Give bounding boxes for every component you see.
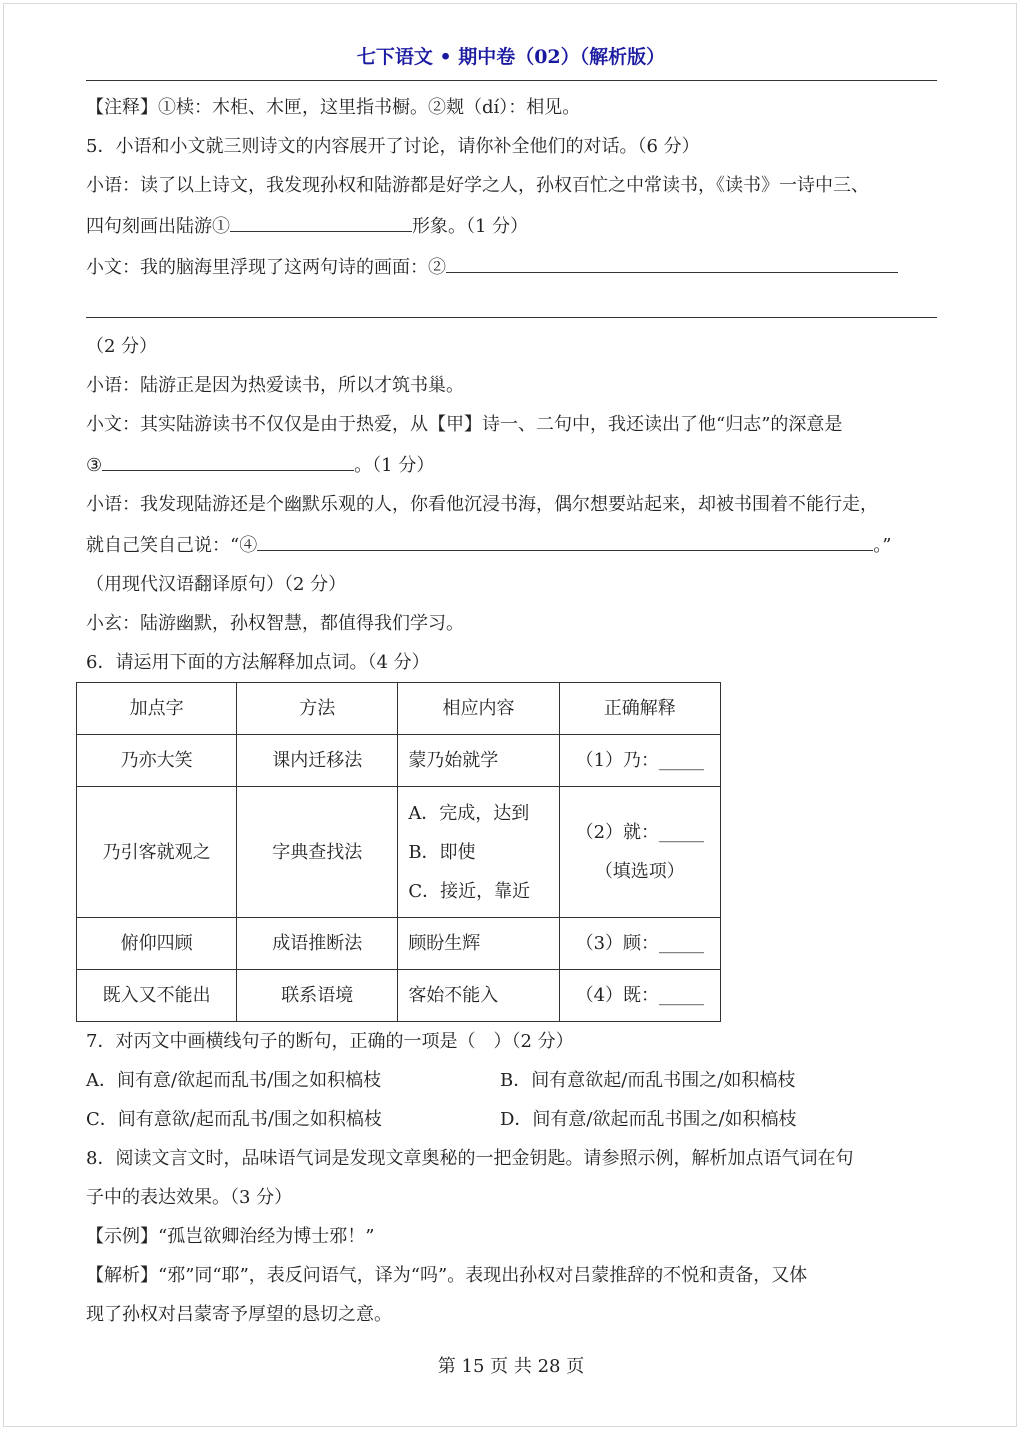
q7-option-a[interactable]: A．间有意/欲起而乱书/围之如积槁枝	[86, 1070, 382, 1091]
q5-line-7-post: 。（1 分）	[354, 455, 435, 476]
answer-cell-hint: （填选项）	[594, 861, 685, 882]
q5-line-3	[86, 246, 937, 287]
q7-option-b[interactable]: B．间有意欲起/而乱书围之/如积槁枝	[500, 1070, 796, 1091]
answer-blank-2a[interactable]	[446, 246, 898, 273]
table-cell: 成语推断法	[237, 918, 398, 970]
q5-line-9-post: 。”	[873, 535, 892, 556]
option-c: C．接近，靠近	[408, 880, 531, 902]
q5-line-10: （用现代汉语翻译原句）（2 分）	[86, 574, 347, 595]
q8-line-1: 8．阅读文言文时，品味语气词是发现文章奥秘的一把金钥匙。请参照示例，解析加点语气词在句	[86, 1148, 854, 1169]
q5-line-2-post: 形象。（1 分）	[412, 216, 529, 237]
answer-cell[interactable]: （4）既：_____	[559, 970, 720, 1022]
q8-example: 【示例】“孤岂欲卿治经为博士邪！”	[86, 1226, 375, 1247]
table-cell: 课内迁移法	[237, 735, 398, 787]
q5-line-7-pre: ③	[86, 455, 103, 476]
table-header-cell: 加点字	[77, 683, 237, 735]
q7-options-row-2	[86, 1100, 937, 1139]
q7-options-row-1	[86, 1061, 937, 1100]
q5-stem: 5．小语和小文就三则诗文的内容展开了讨论，请你补全他们的对话。（6 分）	[86, 136, 700, 157]
page-content	[86, 88, 937, 1334]
q8-analysis-1: 【解析】“邪”同“耶”，表反问语气，译为“吗”。表现出孙权对吕蒙推辞的不悦和责备，又体	[86, 1265, 808, 1286]
option-a: A．完成，达到	[408, 802, 530, 824]
answer-blank-1[interactable]	[230, 205, 412, 232]
q6-stem: 6．请运用下面的方法解释加点词。（4 分）	[86, 652, 430, 673]
answer-cell[interactable]: （3）顾：_____	[559, 918, 720, 970]
q5-line-9-pre: 就自己笑自己说：“④	[86, 535, 258, 556]
table-cell-options	[398, 787, 559, 918]
q7-stem: 7．对丙文中画横线句子的断句，正确的一项是（ ）（2 分）	[86, 1031, 574, 1052]
q5-line-11: 小玄：陆游幽默，孙权智慧，都值得我们学习。	[86, 613, 464, 634]
q5-line-5: 小语：陆游正是因为热爱读书，所以才筑书巢。	[86, 375, 464, 396]
q5-line-9	[86, 524, 937, 565]
table-header-cell: 方法	[237, 683, 398, 735]
answer-blank-2b[interactable]	[86, 287, 937, 318]
table-cell: 俯仰四顾	[77, 918, 237, 970]
q5-line-7	[86, 444, 937, 485]
q5-line-8: 小语：我发现陆游还是个幽默乐观的人，你看他沉浸书海，偶尔想要站起来，却被书围着不能行走，	[86, 494, 878, 515]
table-header-cell: 相应内容	[398, 683, 559, 735]
table-cell: 既入又不能出	[77, 970, 237, 1022]
table-row	[77, 918, 721, 970]
table-cell: 字典查找法	[237, 787, 398, 918]
table-row	[77, 970, 721, 1022]
table-header-row	[77, 683, 721, 735]
table-cell: 乃引客就观之	[77, 787, 237, 918]
table-row	[77, 735, 721, 787]
table-cell: 客始不能入	[398, 970, 559, 1022]
note-line: 【注释】①椟：木柜、木匣，这里指书橱。②觌（dí）：相见。	[86, 97, 581, 118]
table-row	[77, 787, 721, 918]
table-header-cell: 正确解释	[559, 683, 720, 735]
table-cell: 蒙乃始就学	[398, 735, 559, 787]
q7-option-d[interactable]: D．间有意/欲起而乱书围之/如积槁枝	[500, 1109, 797, 1130]
page-header-title: 七下语文 • 期中卷（02）（解析版）	[356, 46, 666, 68]
answer-cell[interactable]	[559, 787, 720, 918]
q8-line-2: 子中的表达效果。（3 分）	[86, 1187, 293, 1208]
answer-blank-4[interactable]	[257, 524, 873, 551]
table-cell: 联系语境	[237, 970, 398, 1022]
method-table	[76, 682, 721, 1022]
q5-line-2-pre: 四句刻画出陆游①	[86, 216, 230, 237]
header-divider	[86, 80, 937, 81]
q5-line-1: 小语：读了以上诗文，我发现孙权和陆游都是好学之人，孙权百忙之中常读书，《读书》一诗中三、	[86, 175, 869, 196]
q5-line-2	[86, 205, 937, 246]
table-cell: 顾盼生辉	[398, 918, 559, 970]
page-number: 第 15 页 共 28 页	[437, 1356, 585, 1377]
answer-blank-3[interactable]	[102, 444, 354, 471]
q5-line-4: （2 分）	[86, 336, 158, 357]
answer-cell[interactable]: （1）乃：_____	[559, 735, 720, 787]
table-cell: 乃亦大笑	[77, 735, 237, 787]
option-b: B．即使	[408, 841, 476, 863]
q5-line-3-pre: 小文：我的脑海里浮现了这两句诗的画面：②	[86, 257, 446, 278]
q5-line-6: 小文：其实陆游读书不仅仅是由于热爱，从【甲】诗一、二句中，我还读出了他“归志”的深意是	[86, 414, 843, 435]
answer-cell-line: （2）就：_____	[575, 822, 705, 843]
q8-analysis-2: 现了孙权对吕蒙寄予厚望的恳切之意。	[86, 1304, 392, 1325]
q7-option-c[interactable]: C．间有意欲/起而乱书/围之如积槁枝	[86, 1109, 382, 1130]
